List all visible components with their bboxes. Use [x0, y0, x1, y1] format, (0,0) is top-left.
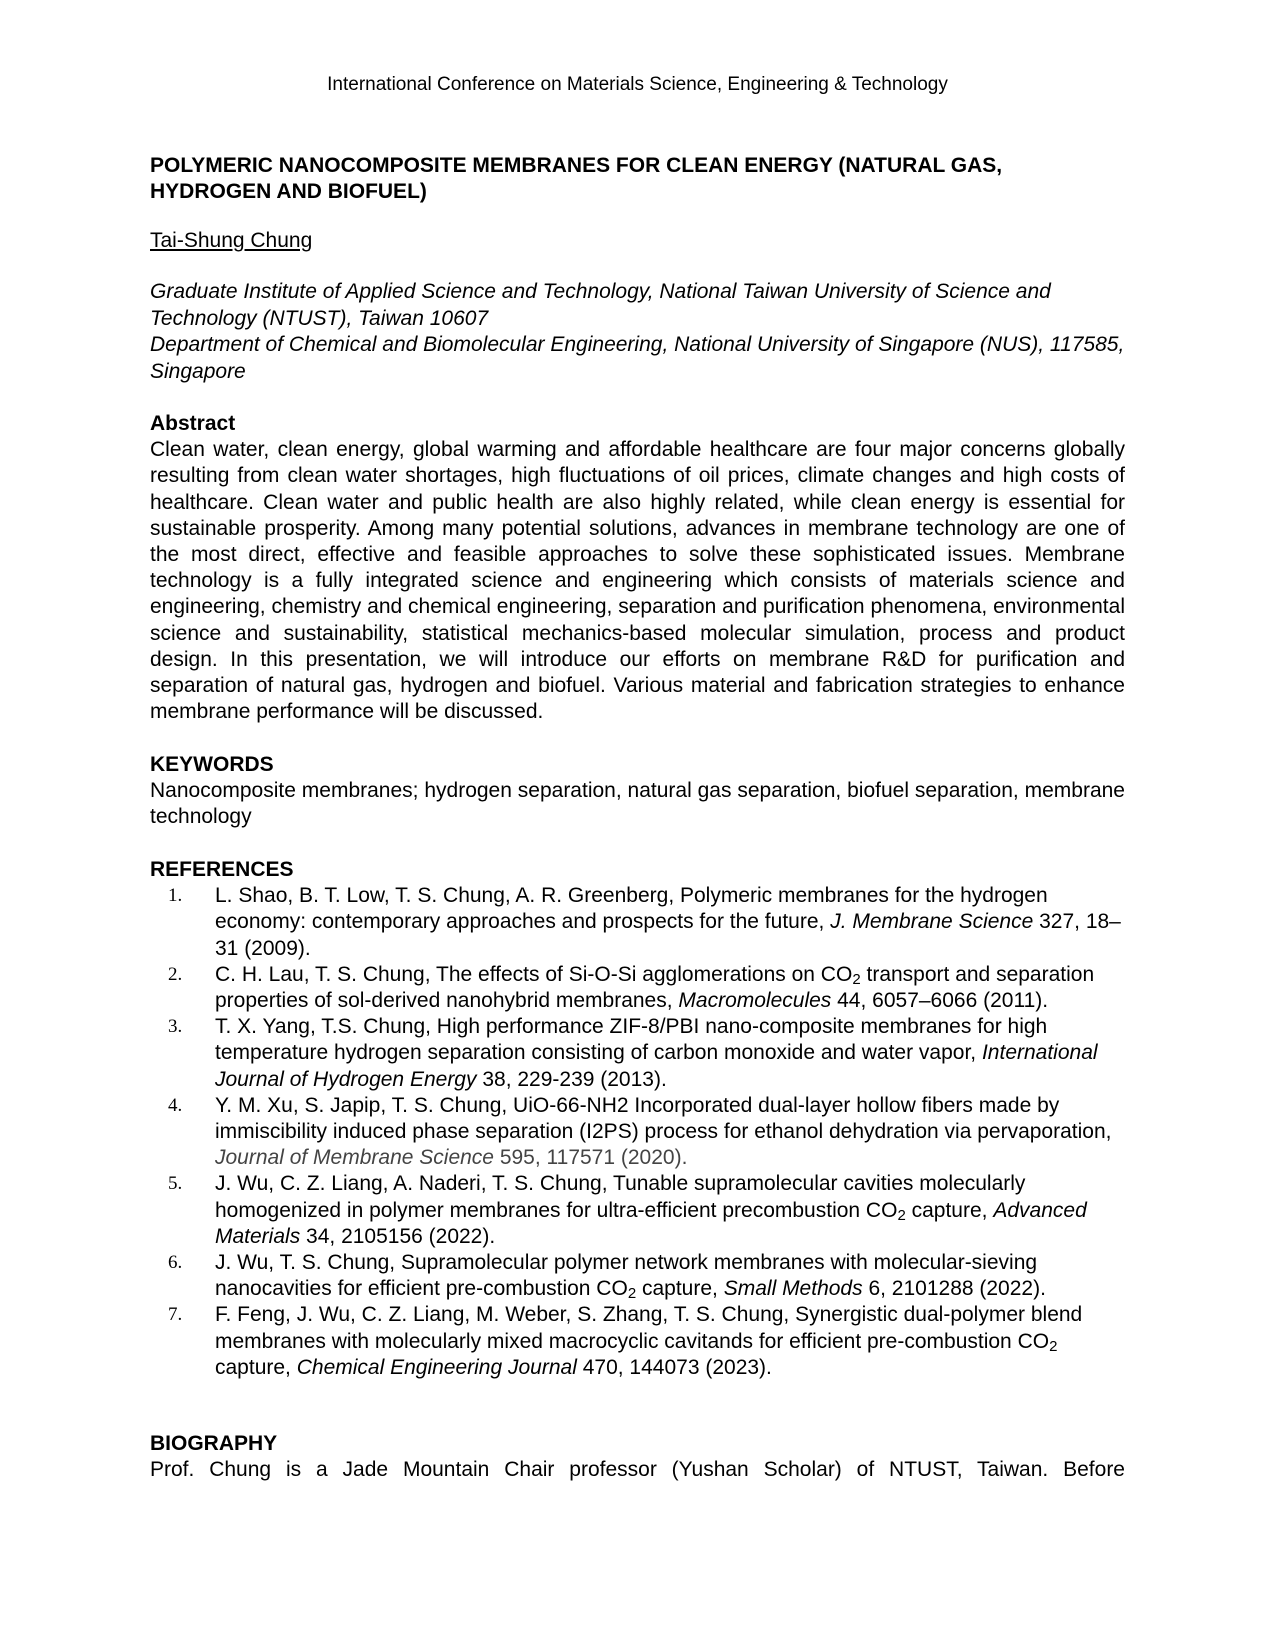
references-section: [150, 857, 1125, 1381]
biography-heading: BIOGRAPHY: [150, 1432, 278, 1455]
biography-section: [150, 1431, 1125, 1483]
conference-header: International Conference on Materials Science, Engineering & Technology: [327, 74, 948, 95]
reference-number: 7.: [168, 1304, 183, 1326]
reference-number: 4.: [168, 1094, 183, 1116]
references-list: [150, 883, 1125, 1381]
journal-name: International Journal of Hydrogen Energy: [215, 1041, 1098, 1091]
reference-item: 5. J. Wu, C. Z. Liang, A. Naderi, T. S. Chung, Tunable supramolecular cavities molecularly homogenized in polymer membranes for ultra-efficient precombustion $CO_2$ capture, Advanced Materials 34, 2105156 (2022).: [168, 1172, 1087, 1248]
author-line: [150, 228, 1125, 254]
keywords-text: Nanocomposite membranes; hydrogen separation, natural gas separation, biofuel separation, membrane technology: [150, 779, 1125, 829]
journal-name: Macromolecules: [678, 989, 832, 1013]
references-heading: REFERENCES: [150, 858, 294, 881]
affiliation-2: Department of Chemical and Biomolecular Engineering, National University of Singapore (NUS), 117585, Singapore: [150, 333, 1125, 383]
paper-title: POLYMERIC NANOCOMPOSITE MEMBRANES FOR CLEAN ENERGY (NATURAL GAS, HYDROGEN AND BIOFUEL): [150, 154, 1003, 203]
biography-text: Prof. Chung is a Jade Mountain Chair professor (Yushan Scholar) of NTUST, Taiwan. Before: [150, 1458, 1125, 1482]
reference-item: 1. L. Shao, B. T. Low, T. S. Chung, A. R. Greenberg, Polymeric membranes for the hydrogen economy: contemporary approaches and prospects for the future, J. Membrane Science 327, 18–31 (2009).: [168, 884, 1121, 960]
journal-name: J. Membrane Science: [830, 910, 1034, 934]
abstract-heading: Abstract: [150, 412, 236, 435]
reference-item: 7. F. Feng, J. Wu, C. Z. Liang, M. Weber, S. Zhang, T. S. Chung, Synergistic dual-polymer blend membranes with molecularly mixed macrocyclic cavitands for efficient pre-combustion $CO_2$ capture, Chemical Engineering Journal 470, 144073 (2023).: [168, 1303, 1083, 1379]
author-name: Tai-Shung Chung: [150, 229, 313, 252]
abstract-text: Clean water, clean energy, global warming and affordable healthcare are four major concerns globally resulting from clean water shortages, high fluctuations of oil prices, climate changes and high costs of healthcare. Clean water and public health are also highly related, while clean energy is essential for sustainable prosperity. Among many potential solutions, advances in membrane technology are one of the most direct, effective and feasible approaches to solve these sophisticated issues. Membrane technology is a fully integrated science and engineering which consists of materials science and engineering, chemistry and chemical engineering, separation and purification phenomena, environmental science and sustainability, statistical mechanics-based molecular simulation, process and product design. In this presentation, we will introduce our efforts on membrane R&D for purification and separation of natural gas, hydrogen and biofuel. Various material and fabrication strategies to enhance membrane performance will be discussed.: [150, 438, 1125, 724]
journal-name: Advanced Materials: [215, 1198, 1087, 1248]
reference-number: 1.: [168, 885, 183, 907]
journal-name: Chemical Engineering Journal: [296, 1355, 577, 1379]
affiliations: [150, 279, 1125, 385]
reference-item: 4. Y. M. Xu, S. Japip, T. S. Chung, UiO-66-NH2 Incorporated dual-layer hollow fibers made by immiscibility induced phase separation (I2PS) process for ethanol dehydration via pervaporation, Journal of Membrane Science 595, 117571 (2020).: [168, 1093, 1112, 1170]
keywords-heading: KEYWORDS: [150, 753, 274, 776]
keywords-section: [150, 752, 1125, 831]
reference-number: 2.: [168, 963, 183, 985]
journal-name: Small Methods: [723, 1277, 863, 1301]
affiliation-1: Graduate Institute of Applied Science and Technology, National Taiwan University of Science and Technology (NTUST), Taiwan 10607: [150, 280, 1051, 330]
abstract-section: [150, 411, 1125, 725]
reference-number: 5.: [168, 1173, 183, 1195]
journal-name: Journal of Membrane Science: [215, 1146, 494, 1170]
reference-item: 6. J. Wu, T. S. Chung, Supramolecular polymer network membranes with molecular-sieving nanocavities for efficient pre-combustion $CO_2$ capture, Small Methods 6, 2101288 (2022).: [168, 1251, 1046, 1303]
reference-number: 3.: [168, 1016, 183, 1038]
reference-item: 2. C. H. Lau, T. S. Chung, The effects of Si-O-Si agglomerations on $CO_2$ transport and separation properties of sol-derived nanohybrid membranes, Macromolecules 44, 6057–6066 (2011).: [168, 962, 1095, 1013]
reference-number: 6.: [168, 1252, 183, 1274]
reference-item: 3. T. X. Yang, T.S. Chung, High performance ZIF-8/PBI nano-composite membranes for high temperature hydrogen separation consisting of carbon monoxide and water vapor, International Journal of Hydrogen Energy 38, 229-239 (2013).: [168, 1015, 1098, 1091]
